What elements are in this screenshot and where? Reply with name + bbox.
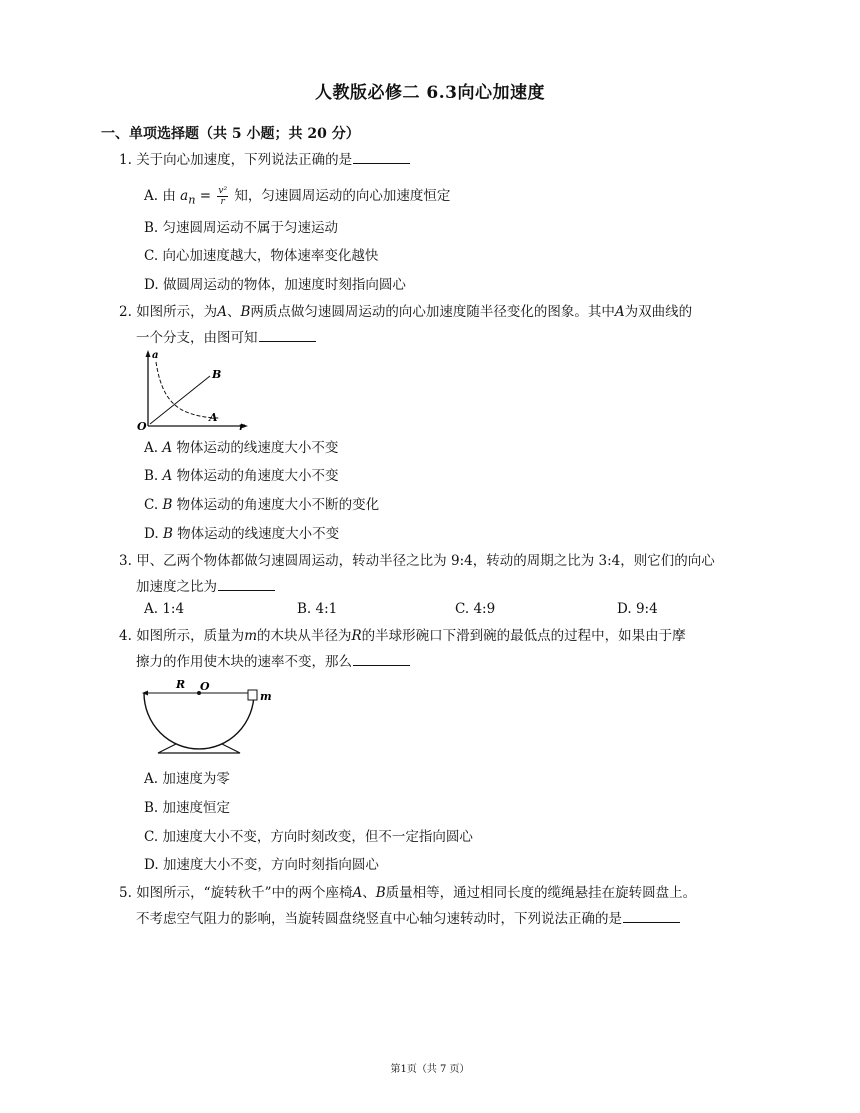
radius-label: R <box>176 678 186 691</box>
question-1-option-c[interactable]: C. 向心加速度越大，物体速率变化越快 <box>144 248 379 264</box>
answer-blank <box>353 149 410 164</box>
page-title: 人教版必修二 6.3向心加速度 <box>315 83 545 103</box>
question-5-stem-line-2: 不考虑空气阻力的影响，当旋转圆盘绕竖直中心轴匀速转动时，下列说法正确的是 <box>136 906 680 932</box>
question-1-option-d[interactable]: D. 做圆周运动的物体，加速度时刻指向圆心 <box>144 277 406 293</box>
question-2-option-d[interactable]: D. B 物体运动的线速度大小不变 <box>144 526 340 542</box>
question-3-stem-line-2: 加速度之比为 <box>136 574 275 600</box>
question-2-option-a[interactable]: A. A 物体运动的线速度大小不变 <box>144 440 339 456</box>
axis-x-label: r <box>239 422 245 432</box>
question-text: 关于向心加速度，下列说法正确的是 <box>136 152 353 168</box>
formula: $a_n$ = $\frac{\text{v²}}{r}$ <box>180 186 228 207</box>
question-2-stem: 2. 如图所示，为A、B两质点做匀速圆周运动的向心加速度随半径变化的图象。其中A为双曲线的 <box>119 304 693 320</box>
question-3-option-c[interactable]: C. 4:9 <box>455 601 496 617</box>
question-1-option-a[interactable]: A. 由 $a_n$ = $\frac{\text{v²}}{r}$ 知，匀速圆周运动的向心加速度恒定 <box>144 186 451 207</box>
question-1-stem <box>119 147 410 173</box>
mass-label: m <box>260 690 272 703</box>
answer-blank <box>259 327 316 342</box>
question-number: 1. <box>119 152 132 168</box>
question-4-stem: 4. 如图所示，质量为m的木块从半径为R的半球形碗口下滑到碗的最低点的过程中，如果由于摩 <box>119 628 686 644</box>
center-label: O <box>200 680 210 693</box>
question-4-option-a[interactable]: A. 加速度为零 <box>144 771 230 787</box>
acceleration-radius-graph <box>136 348 254 432</box>
question-2-stem-line-2: 一个分支，由图可知 <box>136 325 316 351</box>
question-4-option-d[interactable]: D. 加速度大小不变，方向时刻指向圆心 <box>144 857 379 873</box>
question-3-option-b[interactable]: B. 4:1 <box>297 601 338 617</box>
question-4-option-b[interactable]: B. 加速度恒定 <box>144 800 231 816</box>
question-2-option-c[interactable]: C. B 物体运动的角速度大小不断的变化 <box>144 497 380 513</box>
question-2-option-b[interactable]: B. A 物体运动的角速度大小不变 <box>144 468 339 484</box>
origin-label: O <box>137 420 147 432</box>
question-4-option-c[interactable]: C. 加速度大小不变，方向时刻改变，但不一定指向圆心 <box>144 829 473 845</box>
question-5-stem: 5. 如图所示，“旋转秋千”中的两个座椅A、B质量相等，通过相同长度的缆绳悬挂在旋转圆盘上。 <box>119 885 697 901</box>
curve-a-label: A <box>209 411 218 424</box>
question-3-option-a[interactable]: A. 1:4 <box>144 601 185 617</box>
page-footer: 第1页（共 7 页） <box>390 1064 470 1075</box>
answer-blank <box>218 576 275 591</box>
answer-blank <box>353 651 410 666</box>
question-3-stem: 3. 甲、乙两个物体都做匀速圆周运动，转动半径之比为 9:4，转动的周期之比为 3:4，则它们的向心 <box>119 553 715 569</box>
hemisphere-bowl-figure <box>138 676 278 760</box>
question-4-stem-line-2: 擦力的作用使木块的速率不变，那么 <box>136 649 410 675</box>
section-heading: 一、单项选择题（共 5 小题；共 20 分） <box>101 126 360 142</box>
question-1-option-b[interactable]: B. 匀速圆周运动不属于匀速运动 <box>144 220 339 236</box>
answer-blank <box>623 908 680 923</box>
axis-y-label: a <box>152 350 159 361</box>
question-3-option-d[interactable]: D. 9:4 <box>617 601 658 617</box>
curve-b-label: B <box>212 368 222 381</box>
